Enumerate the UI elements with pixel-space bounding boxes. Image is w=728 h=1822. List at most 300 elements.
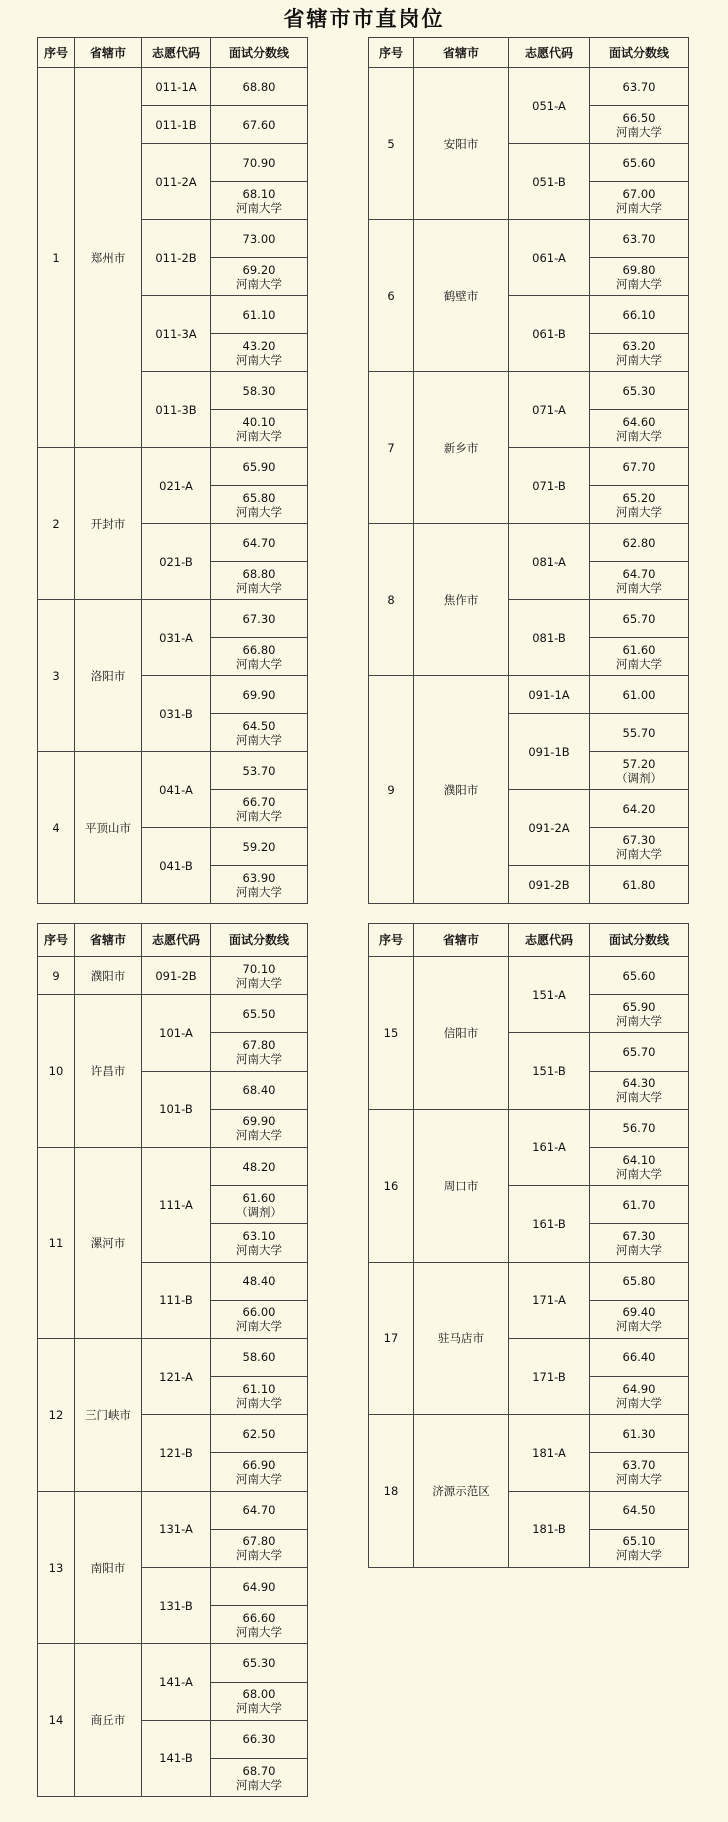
cell-score	[590, 334, 689, 372]
score-value: 67.60	[242, 117, 276, 132]
cell-no: 18	[369, 1415, 414, 1568]
header-city: 省辖市	[75, 38, 142, 68]
cell-score	[211, 790, 308, 828]
cell-code: 131-B	[142, 1568, 211, 1644]
cell-score	[590, 220, 689, 258]
cell-score	[211, 68, 308, 106]
score-note: 河南大学	[616, 504, 662, 519]
cell-score	[590, 1033, 689, 1071]
cell-no: 3	[38, 600, 75, 752]
score-note: 河南大学	[236, 580, 282, 595]
score-note: 河南大学	[616, 656, 662, 671]
score-note: 河南大学	[236, 200, 282, 215]
cell-score	[590, 1415, 689, 1453]
cell-score	[590, 1224, 689, 1262]
score-note: 河南大学	[616, 1319, 662, 1334]
table-row	[38, 448, 308, 486]
score-value: 67.30	[622, 1228, 656, 1243]
score-value: 70.10	[242, 961, 276, 976]
cell-code: 091-2A	[509, 790, 590, 866]
cell-code: 041-A	[142, 752, 211, 828]
cell-score	[590, 790, 689, 828]
cell-score	[211, 106, 308, 144]
score-value: 63.70	[622, 1458, 656, 1473]
score-value: 68.00	[242, 1687, 276, 1702]
score-note: 河南大学	[616, 1090, 662, 1105]
score-value: 69.40	[622, 1305, 656, 1320]
score-value: 67.30	[242, 611, 276, 626]
cell-score	[590, 1377, 689, 1415]
score-value: 68.70	[242, 1763, 276, 1778]
score-value: 65.70	[622, 1044, 656, 1059]
header-score: 面试分数线	[590, 924, 689, 957]
score-note: 河南大学	[236, 732, 282, 747]
score-value: 57.20	[622, 756, 656, 771]
cell-city: 洛阳市	[75, 600, 142, 752]
table-row	[369, 1415, 689, 1453]
cell-no: 1	[38, 68, 75, 448]
cell-no: 13	[38, 1491, 75, 1644]
table-row	[369, 372, 689, 410]
cell-code: 151-B	[509, 1033, 590, 1109]
score-value: 66.80	[242, 642, 276, 657]
cell-city: 濮阳市	[414, 676, 509, 904]
header-row	[369, 924, 689, 957]
score-note: 河南大学	[616, 200, 662, 215]
cell-score	[590, 68, 689, 106]
cell-no: 10	[38, 995, 75, 1148]
score-value: 64.50	[622, 1503, 656, 1518]
score-table-bottom-left	[37, 923, 308, 1797]
cell-city: 郑州市	[75, 68, 142, 448]
cell-score	[211, 828, 308, 866]
table-row	[369, 1262, 689, 1300]
score-value: 67.30	[622, 832, 656, 847]
score-value: 43.20	[242, 338, 276, 353]
cell-code: 071-B	[509, 448, 590, 524]
score-note: 河南大学	[616, 1472, 662, 1487]
cell-code: 091-2B	[142, 957, 211, 995]
cell-code: 101-A	[142, 995, 211, 1071]
score-value: 67.70	[622, 459, 656, 474]
score-note: 河南大学	[236, 1624, 282, 1639]
cell-score	[590, 600, 689, 638]
cell-code: 101-B	[142, 1071, 211, 1147]
cell-city: 南阳市	[75, 1491, 142, 1644]
table-row	[369, 524, 689, 562]
cell-code: 141-A	[142, 1644, 211, 1720]
cell-code: 041-B	[142, 828, 211, 904]
cell-score	[211, 1033, 308, 1071]
score-note: 河南大学	[616, 1548, 662, 1563]
cell-code: 171-B	[509, 1338, 590, 1414]
cell-score	[211, 1720, 308, 1758]
cell-score	[211, 1300, 308, 1338]
cell-score	[211, 1682, 308, 1720]
cell-score	[590, 714, 689, 752]
cell-code: 151-A	[509, 957, 590, 1033]
header-row	[38, 924, 308, 957]
score-value: 70.90	[242, 155, 276, 170]
cell-score	[211, 410, 308, 448]
header-code: 志愿代码	[142, 924, 211, 957]
cell-code: 121-A	[142, 1338, 211, 1414]
score-value: 48.40	[242, 1274, 276, 1289]
cell-city: 安阳市	[414, 68, 509, 220]
score-note: 河南大学	[236, 1701, 282, 1716]
cell-no: 5	[369, 68, 414, 220]
cell-city: 平顶山市	[75, 752, 142, 904]
score-value: 62.80	[622, 535, 656, 550]
cell-no: 9	[369, 676, 414, 904]
score-note: 河南大学	[236, 975, 282, 990]
header-no: 序号	[38, 924, 75, 957]
cell-code: 081-B	[509, 600, 590, 676]
header-no: 序号	[369, 38, 414, 68]
cell-score	[211, 372, 308, 410]
table-row	[38, 1338, 308, 1376]
score-note: 河南大学	[616, 124, 662, 139]
cell-no: 9	[38, 957, 75, 995]
score-value: 65.20	[622, 490, 656, 505]
cell-no: 14	[38, 1644, 75, 1797]
cell-score	[211, 1529, 308, 1567]
cell-no: 4	[38, 752, 75, 904]
score-table-top-left	[37, 37, 308, 904]
cell-code: 091-1B	[509, 714, 590, 790]
table-row	[38, 957, 308, 995]
score-note: 河南大学	[236, 276, 282, 291]
cell-score	[211, 1262, 308, 1300]
cell-score	[590, 1109, 689, 1147]
cell-city: 信阳市	[414, 957, 509, 1110]
cell-code: 181-A	[509, 1415, 590, 1491]
cell-score	[590, 638, 689, 676]
score-note: 河南大学	[236, 656, 282, 671]
table-row	[369, 676, 689, 714]
cell-score	[590, 1071, 689, 1109]
cell-code: 031-B	[142, 676, 211, 752]
score-value: 63.90	[242, 870, 276, 885]
score-value: 61.10	[242, 307, 276, 322]
cell-score	[590, 524, 689, 562]
cell-score	[211, 486, 308, 524]
header-city: 省辖市	[414, 38, 509, 68]
score-note: 河南大学	[236, 1548, 282, 1563]
score-note: 河南大学	[236, 1242, 282, 1257]
score-table-bottom-right	[368, 923, 689, 1568]
cell-city: 开封市	[75, 448, 142, 600]
cell-city: 新乡市	[414, 372, 509, 524]
score-value: 64.70	[242, 1503, 276, 1518]
table-row	[38, 752, 308, 790]
cell-score	[590, 995, 689, 1033]
score-value: 65.50	[242, 1006, 276, 1021]
table-row	[369, 220, 689, 258]
score-value: 69.20	[242, 262, 276, 277]
cell-score	[590, 1262, 689, 1300]
cell-score	[590, 866, 689, 904]
score-value: 64.70	[242, 535, 276, 550]
score-value: 65.10	[622, 1534, 656, 1549]
cell-score	[590, 1338, 689, 1376]
score-value: 68.10	[242, 186, 276, 201]
header-code: 志愿代码	[142, 38, 211, 68]
table-row	[369, 1109, 689, 1147]
cell-score	[211, 866, 308, 904]
cell-score	[211, 676, 308, 714]
cell-city: 周口市	[414, 1109, 509, 1262]
cell-code: 071-A	[509, 372, 590, 448]
cell-score	[590, 1529, 689, 1567]
cell-code: 161-B	[509, 1186, 590, 1262]
score-value: 64.90	[622, 1381, 656, 1396]
table-row	[38, 1644, 308, 1682]
header-city: 省辖市	[414, 924, 509, 957]
header-score: 面试分数线	[211, 924, 308, 957]
score-value: 68.80	[242, 566, 276, 581]
cell-code: 011-2A	[142, 144, 211, 220]
cell-city: 漯河市	[75, 1147, 142, 1338]
score-value: 64.70	[622, 566, 656, 581]
cell-score	[590, 410, 689, 448]
cell-score	[590, 752, 689, 790]
cell-no: 6	[369, 220, 414, 372]
cell-score	[590, 296, 689, 334]
cell-score	[211, 1758, 308, 1796]
score-value: 65.80	[622, 1274, 656, 1289]
cell-code: 131-A	[142, 1491, 211, 1567]
cell-city: 濮阳市	[75, 957, 142, 995]
cell-no: 15	[369, 957, 414, 1110]
score-value: 61.00	[622, 687, 656, 702]
score-value: 66.70	[242, 794, 276, 809]
header-row	[369, 38, 689, 68]
cell-score	[211, 638, 308, 676]
table-row	[38, 995, 308, 1033]
score-value: 65.90	[622, 999, 656, 1014]
cell-score	[590, 448, 689, 486]
cell-score	[590, 182, 689, 220]
cell-city: 商丘市	[75, 1644, 142, 1797]
score-value: 65.30	[242, 1655, 276, 1670]
header-code: 志愿代码	[509, 38, 590, 68]
score-note: 河南大学	[616, 1013, 662, 1028]
score-value: 65.70	[622, 611, 656, 626]
cell-code: 181-B	[509, 1491, 590, 1567]
cell-code: 031-A	[142, 600, 211, 676]
score-value: 66.40	[622, 1350, 656, 1365]
cell-code: 171-A	[509, 1262, 590, 1338]
cell-city: 驻马店市	[414, 1262, 509, 1415]
score-note: 河南大学	[236, 1395, 282, 1410]
cell-code: 121-B	[142, 1415, 211, 1491]
cell-code: 141-B	[142, 1720, 211, 1796]
cell-code: 161-A	[509, 1109, 590, 1185]
score-note: 河南大学	[616, 1395, 662, 1410]
cell-score	[211, 296, 308, 334]
score-value: 63.70	[622, 79, 656, 94]
header-no: 序号	[369, 924, 414, 957]
score-value: 69.90	[242, 1114, 276, 1129]
score-value: 61.60	[242, 1190, 276, 1205]
score-note: 河南大学	[236, 428, 282, 443]
score-note: 河南大学	[236, 884, 282, 899]
score-note: 河南大学	[616, 1242, 662, 1257]
cell-no: 17	[369, 1262, 414, 1415]
score-value: 73.00	[242, 231, 276, 246]
score-value: 69.80	[622, 262, 656, 277]
score-note: 河南大学	[616, 352, 662, 367]
cell-score	[590, 1186, 689, 1224]
cell-code: 111-A	[142, 1147, 211, 1262]
cell-score	[211, 714, 308, 752]
score-value: 66.50	[622, 110, 656, 125]
cell-code: 011-3B	[142, 372, 211, 448]
header-no: 序号	[38, 38, 75, 68]
cell-score	[590, 1300, 689, 1338]
cell-score	[590, 1453, 689, 1491]
cell-score	[211, 1338, 308, 1376]
cell-no: 16	[369, 1109, 414, 1262]
score-value: 64.90	[242, 1579, 276, 1594]
cell-city: 鹤壁市	[414, 220, 509, 372]
cell-score	[211, 562, 308, 600]
cell-score	[590, 957, 689, 995]
cell-code: 011-1A	[142, 68, 211, 106]
cell-score	[211, 1644, 308, 1682]
score-value: 69.90	[242, 687, 276, 702]
cell-score	[211, 182, 308, 220]
score-value: 55.70	[622, 725, 656, 740]
header-city: 省辖市	[75, 924, 142, 957]
score-value: 59.20	[242, 839, 276, 854]
score-value: 63.10	[242, 1228, 276, 1243]
score-value: 56.70	[622, 1121, 656, 1136]
cell-code: 011-2B	[142, 220, 211, 296]
table-row	[38, 1147, 308, 1185]
score-note: 河南大学	[236, 1472, 282, 1487]
cell-code: 051-B	[509, 144, 590, 220]
cell-score	[590, 106, 689, 144]
table-row	[38, 1491, 308, 1529]
cell-city: 焦作市	[414, 524, 509, 676]
cell-score	[211, 752, 308, 790]
score-value: 67.80	[242, 1037, 276, 1052]
score-value: 66.10	[622, 307, 656, 322]
score-value: 63.20	[622, 338, 656, 353]
score-value: 64.50	[242, 718, 276, 733]
cell-code: 021-A	[142, 448, 211, 524]
cell-code: 091-1A	[509, 676, 590, 714]
score-note: （调剂）	[236, 1204, 282, 1219]
score-note: 河南大学	[236, 352, 282, 367]
table-row	[38, 600, 308, 638]
cell-no: 7	[369, 372, 414, 524]
score-note: 河南大学	[616, 1166, 662, 1181]
cell-city: 济源示范区	[414, 1415, 509, 1568]
cell-code: 011-3A	[142, 296, 211, 372]
cell-score	[211, 1377, 308, 1415]
cell-score	[211, 334, 308, 372]
score-value: 61.60	[622, 642, 656, 657]
score-value: 65.30	[622, 383, 656, 398]
score-value: 61.30	[622, 1426, 656, 1441]
score-value: 64.10	[622, 1152, 656, 1167]
score-value: 66.90	[242, 1458, 276, 1473]
cell-score	[590, 1147, 689, 1185]
score-value: 65.60	[622, 155, 656, 170]
score-value: 61.80	[622, 877, 656, 892]
cell-score	[211, 957, 308, 995]
page-title: 省辖市市直岗位	[283, 7, 445, 31]
cell-city: 许昌市	[75, 995, 142, 1148]
score-note: 河南大学	[616, 846, 662, 861]
cell-score	[590, 258, 689, 296]
score-value: 48.20	[242, 1159, 276, 1174]
cell-score	[590, 144, 689, 182]
cell-score	[211, 1147, 308, 1185]
score-value: 61.70	[622, 1197, 656, 1212]
score-value: 66.00	[242, 1305, 276, 1320]
score-note: （调剂）	[616, 770, 662, 785]
cell-score	[211, 220, 308, 258]
score-value: 61.10	[242, 1381, 276, 1396]
cell-score	[211, 1568, 308, 1606]
cell-score	[590, 1491, 689, 1529]
score-value: 40.10	[242, 414, 276, 429]
score-note: 河南大学	[616, 276, 662, 291]
cell-no: 12	[38, 1338, 75, 1491]
cell-no: 8	[369, 524, 414, 676]
score-value: 67.00	[622, 186, 656, 201]
cell-score	[211, 1109, 308, 1147]
score-value: 53.70	[242, 763, 276, 778]
score-value: 68.80	[242, 79, 276, 94]
score-value: 65.60	[622, 968, 656, 983]
score-value: 58.60	[242, 1350, 276, 1365]
score-value: 66.60	[242, 1610, 276, 1625]
header-code: 志愿代码	[509, 924, 590, 957]
cell-score	[211, 524, 308, 562]
score-value: 62.50	[242, 1426, 276, 1441]
score-value: 65.90	[242, 459, 276, 474]
cell-score	[211, 1415, 308, 1453]
score-note: 河南大学	[236, 808, 282, 823]
header-row	[38, 38, 308, 68]
score-value: 58.30	[242, 383, 276, 398]
cell-score	[211, 1224, 308, 1262]
cell-code: 061-B	[509, 296, 590, 372]
cell-no: 2	[38, 448, 75, 600]
cell-score	[211, 995, 308, 1033]
table-row	[369, 957, 689, 995]
score-note: 河南大学	[236, 1051, 282, 1066]
score-note: 河南大学	[236, 1319, 282, 1334]
score-value: 64.30	[622, 1076, 656, 1091]
cell-score	[590, 372, 689, 410]
cell-code: 081-A	[509, 524, 590, 600]
cell-score	[211, 258, 308, 296]
cell-code: 091-2B	[509, 866, 590, 904]
score-value: 66.30	[242, 1732, 276, 1747]
header-score: 面试分数线	[590, 38, 689, 68]
cell-score	[211, 1606, 308, 1644]
score-note: 河南大学	[236, 1777, 282, 1792]
cell-code: 021-B	[142, 524, 211, 600]
cell-score	[590, 828, 689, 866]
cell-code: 061-A	[509, 220, 590, 296]
